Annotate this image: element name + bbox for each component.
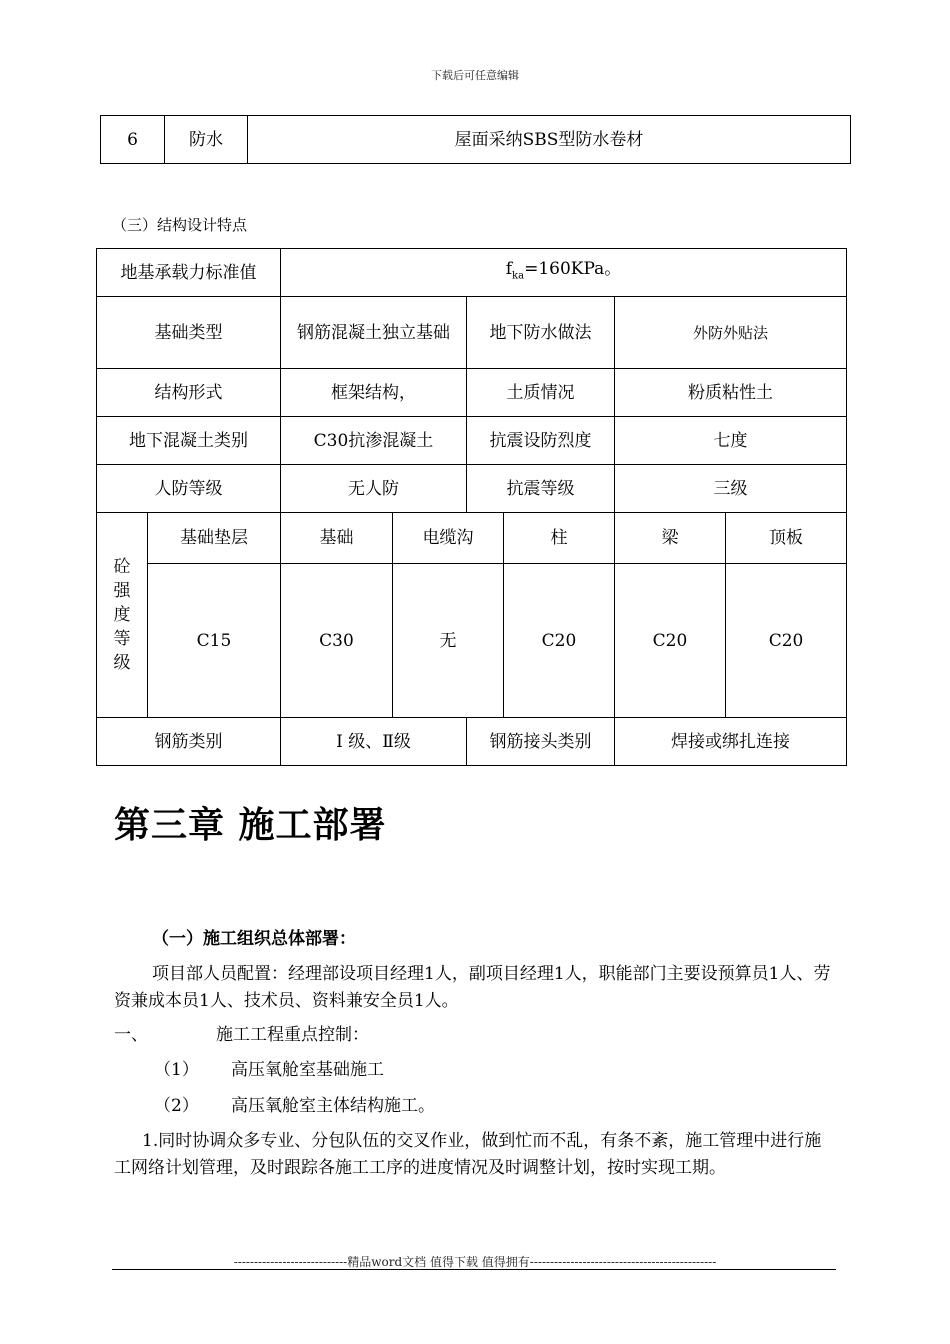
structure-form-label: 结构形式	[97, 369, 281, 417]
strength-label: 砼 强 度 等 级	[97, 513, 148, 718]
structure-form-value: 框架结构，	[281, 369, 467, 417]
strength-value: C20	[504, 564, 615, 718]
concrete-value: C30抗渗混凝土	[281, 417, 467, 465]
table-waterproof-row	[100, 115, 851, 164]
table-row	[97, 249, 847, 297]
table-row	[97, 564, 847, 718]
civil-defense-value: 无人防	[281, 465, 467, 513]
joint-label: 钢筋接头类别	[467, 718, 615, 766]
item-number: （1）	[154, 1060, 199, 1080]
strength-value: C20	[615, 564, 726, 718]
seismic-grade-label: 抗震等级	[467, 465, 615, 513]
table-row	[97, 513, 847, 564]
civil-defense-label: 人防等级	[97, 465, 281, 513]
joint-value: 焊接或绑扎连接	[615, 718, 847, 766]
waterproof-value: 外防外贴法	[615, 297, 847, 369]
item-text: 高压氧舱室基础施工	[231, 1060, 384, 1080]
section-label: （三）结构设计特点	[112, 216, 248, 234]
strength-header: 电缆沟	[393, 513, 504, 564]
strength-header: 基础	[281, 513, 393, 564]
strength-value: C15	[148, 564, 281, 718]
table-row	[101, 116, 851, 164]
page-footer: ----------------------------精品word文档 值得下载 值得拥有----------------------------------------------	[233, 1255, 717, 1269]
strength-header: 梁	[615, 513, 726, 564]
paragraph-coordination: 1.同时协调众多专业、分包队伍的交叉作业，做到忙而不乱，有条不紊，施工管理中进行施工网络计划管理，及时跟踪各施工工序的进度情况及时调整计划，按时实现工期。	[114, 1131, 822, 1178]
list-marker: 一、	[114, 1025, 148, 1045]
waterproof-label: 地下防水做法	[467, 297, 615, 369]
strength-value: 无	[393, 564, 504, 718]
item-number: （2）	[154, 1096, 199, 1116]
seismic-grade-value: 三级	[615, 465, 847, 513]
foundation-type-label: 基础类型	[97, 297, 281, 369]
cell-desc: 屋面采纳SBS型防水卷材	[248, 116, 851, 164]
item-text: 高压氧舱室主体结构施工。	[231, 1096, 435, 1116]
strength-value: C20	[726, 564, 847, 718]
page-header: 下载后可任意编辑	[431, 69, 519, 82]
strength-value: C30	[281, 564, 393, 718]
cell-num: 6	[101, 116, 165, 164]
sub-heading: （一）施工组织总体部署：	[152, 929, 356, 949]
rebar-value: Ⅰ 级、Ⅱ级	[281, 718, 467, 766]
structure-design-table	[96, 248, 847, 766]
strength-header: 基础垫层	[148, 513, 281, 564]
bearing-label: 地基承载力标准值	[97, 249, 281, 297]
table-row	[97, 417, 847, 465]
seismic-fortify-value: 七度	[615, 417, 847, 465]
seismic-fortify-label: 抗震设防烈度	[467, 417, 615, 465]
table-row	[97, 369, 847, 417]
concrete-label: 地下混凝土类别	[97, 417, 281, 465]
rebar-label: 钢筋类别	[97, 718, 281, 766]
strength-header: 顶板	[726, 513, 847, 564]
table-row	[97, 465, 847, 513]
cell-item: 防水	[165, 116, 248, 164]
list-heading	[114, 1022, 838, 1049]
foundation-type-value: 钢筋混凝土独立基础	[281, 297, 467, 369]
table-row	[97, 297, 847, 369]
footer-rule	[112, 1269, 836, 1270]
paragraph-staff: 项目部人员配置：经理部设项目经理1人，副项目经理1人，职能部门主要设预算员1人、劳资兼成本员1人、技术员、资料兼安全员1人。	[114, 964, 831, 1011]
list-title: 施工工程重点控制：	[216, 1025, 369, 1045]
table-row	[97, 718, 847, 766]
soil-value: 粉质粘性土	[615, 369, 847, 417]
strength-header: 柱	[504, 513, 615, 564]
bearing-value: $f_{ka}=160KPa$。	[281, 249, 847, 297]
chapter-title: 第三章 施工部署	[114, 805, 387, 846]
soil-label: 土质情况	[467, 369, 615, 417]
